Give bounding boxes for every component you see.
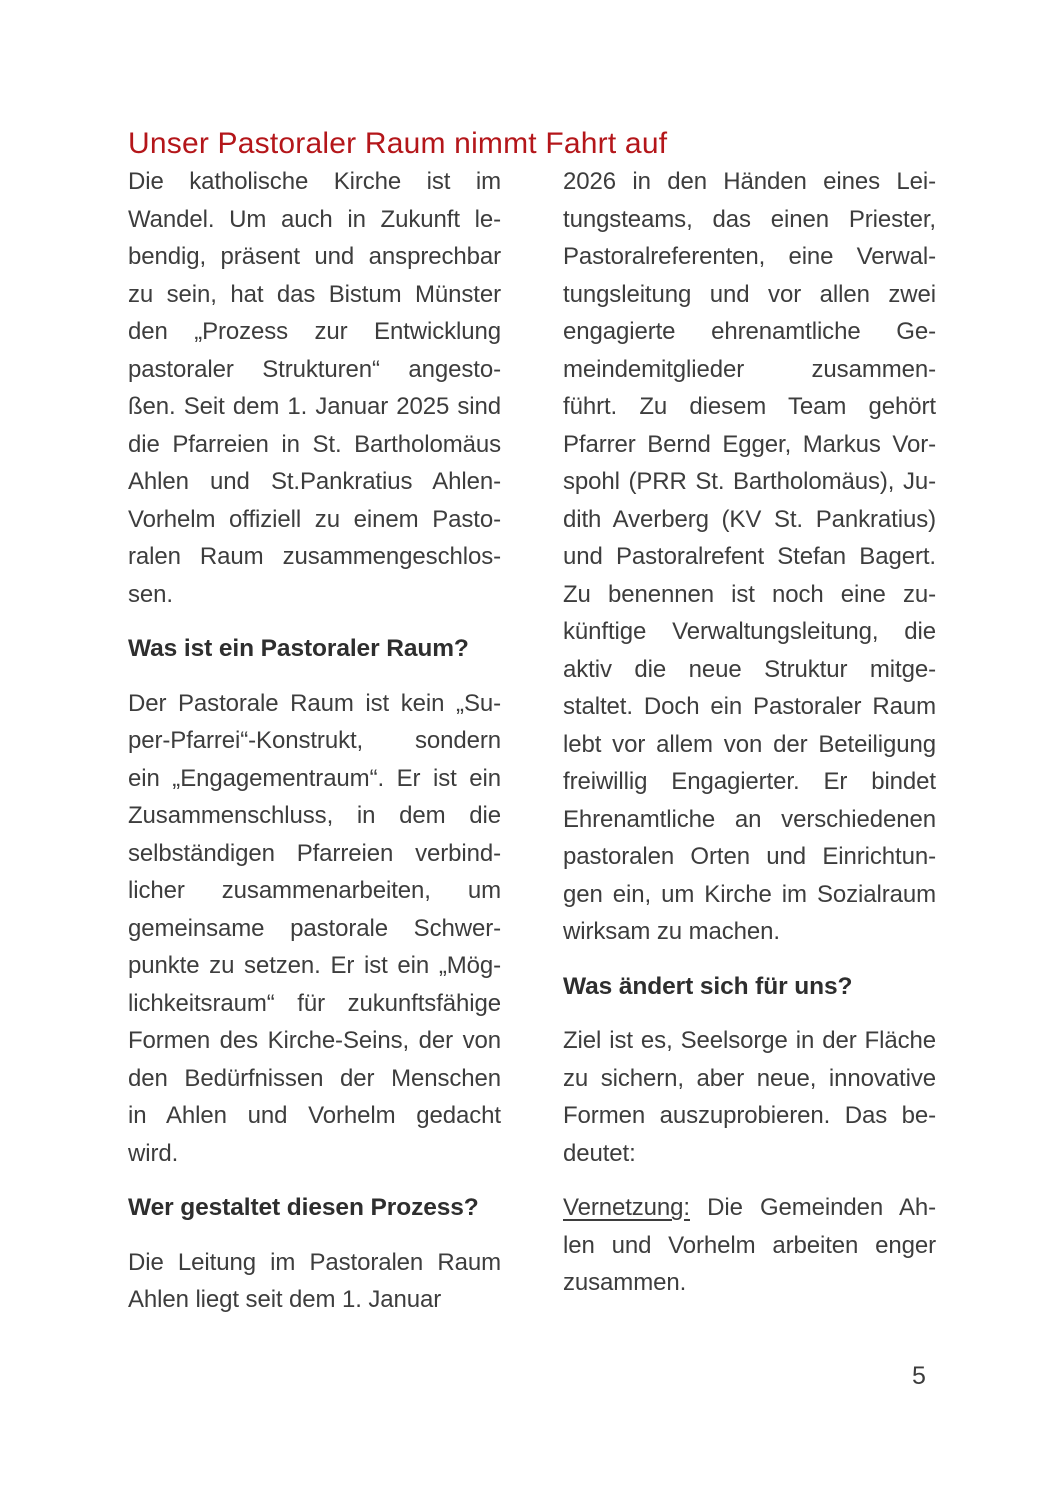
text-line: und Pastoralrefent Stefan Bagert. (563, 543, 936, 570)
text-line: Pastoralreferenten, eine Verwal- (563, 243, 936, 270)
two-column-layout (128, 163, 936, 1336)
text-line: deutet: (563, 1139, 636, 1167)
section-heading: Wer gestaltet diesen Prozess? (128, 1194, 479, 1221)
text-line: pastoraler Strukturen“ angesto- (128, 355, 501, 383)
text-line: ralen Raum zusammengeschlos- (128, 543, 501, 570)
text-line: in Ahlen und Vorhelm gedacht (128, 1102, 501, 1129)
text-line: spohl (PRR St. Bartholomäus), Ju- (563, 468, 936, 495)
text-line: per-Pfarrei“-Konstrukt, sondern (128, 727, 501, 754)
paragraph (128, 1244, 501, 1319)
text-line: Vorhelm offiziell zu einem Pasto- (128, 505, 501, 533)
text-line: zu sichern, aber neue, innovative (563, 1064, 936, 1092)
text-line: Formen auszuprobieren. Das be- (563, 1102, 936, 1129)
paragraph (563, 163, 936, 951)
text-line: Zusammenschluss, in dem die (128, 802, 501, 829)
text-line: ein „Engagementraum“. Er ist ein (128, 764, 501, 792)
text-line: licher zusammenarbeiten, um (128, 877, 501, 904)
text-line: wird. (128, 1139, 179, 1167)
text-line: künftige Verwaltungsleitung, die (563, 618, 936, 645)
text-line: Formen des Kirche-Seins, der von (128, 1027, 501, 1054)
text-line: Die Leitung im Pastoralen Raum (128, 1248, 501, 1276)
text-line: Ziel ist es, Seelsorge in der Fläche (563, 1027, 936, 1054)
text-line: wirksam zu machen. (563, 918, 780, 945)
paragraph (128, 685, 501, 1173)
text-line: Ahlen liegt seit dem 1. Januar (128, 1286, 442, 1313)
text-line: Ahlen und St.Pankratius Ahlen- (128, 468, 501, 495)
text-line: lichkeitsraum“ für zukunftsfähige (128, 989, 501, 1017)
text-line: tungsteams, das einen Priester, (563, 205, 936, 233)
text-line: gemeinsame pastorale Schwer- (128, 914, 501, 942)
text-line: meindemitglieder zusammen- (563, 355, 936, 383)
text-line: Der Pastorale Raum ist kein „Su- (128, 689, 501, 717)
text-line: Die katholische Kirche ist im (128, 168, 501, 195)
paragraph (563, 1022, 936, 1172)
underlined-term: Vernetzung: (563, 1194, 690, 1221)
text-line: tungsleitung und vor allen zwei (563, 280, 936, 308)
text-line: Vernetzung: Die Gemeinden Ah- (563, 1194, 936, 1221)
text-line: zusammen. (563, 1269, 687, 1296)
text-line: lebt vor allem von der Beteiligung (563, 730, 936, 758)
text-line: aktiv die neue Struktur mitge- (563, 655, 936, 683)
text-line: engagierte ehrenamtliche Ge- (563, 318, 936, 345)
text-line: dith Averberg (KV St. Pankratius) (563, 505, 936, 533)
text-line: punkte zu setzen. Er ist ein „Mög- (128, 952, 501, 979)
page-title: Unser Pastoraler Raum nimmt Fahrt auf (128, 127, 668, 160)
text-line: 2026 in den Händen eines Lei- (563, 168, 936, 195)
text-line: sen. (128, 580, 173, 608)
text-line: Zu benennen ist noch eine zu- (563, 580, 936, 608)
left-column (128, 163, 501, 1336)
text-line: freiwillig Engagierter. Er bindet (563, 768, 936, 795)
paragraph (128, 163, 501, 613)
text-line: len und Vorhelm arbeiten enger (563, 1231, 936, 1259)
text-line: pastoralen Orten und Einrichtun- (563, 843, 936, 870)
text-line: die Pfarreien in St. Bartholomäus (128, 430, 501, 458)
text-line: ßen. Seit dem 1. Januar 2025 sind (128, 393, 501, 420)
right-column (563, 163, 936, 1336)
text-line: Ehrenamtliche an verschiedenen (563, 805, 936, 833)
page-number: 5 (912, 1362, 926, 1390)
text-line: staltet. Doch ein Pastoraler Raum (563, 693, 936, 720)
text-line: den Bedürfnissen der Menschen (128, 1064, 501, 1092)
section-heading: Was ändert sich für uns? (563, 972, 853, 1000)
section-heading: Was ist ein Pastoraler Raum? (128, 635, 469, 662)
text-line: bendig, präsent und ansprechbar (128, 243, 501, 270)
text-line: gen ein, um Kirche im Sozialraum (563, 880, 936, 908)
text-line: Pfarrer Bernd Egger, Markus Vor- (563, 430, 936, 458)
text-line: den „Prozess zur Entwicklung (128, 318, 501, 345)
text-line: führt. Zu diesem Team gehört (563, 393, 936, 420)
text-line: selbständigen Pfarreien verbind- (128, 839, 501, 867)
text-line: Wandel. Um auch in Zukunft le- (128, 205, 501, 233)
text-line: zu sein, hat das Bistum Münster (128, 280, 501, 308)
paragraph (563, 1189, 936, 1302)
